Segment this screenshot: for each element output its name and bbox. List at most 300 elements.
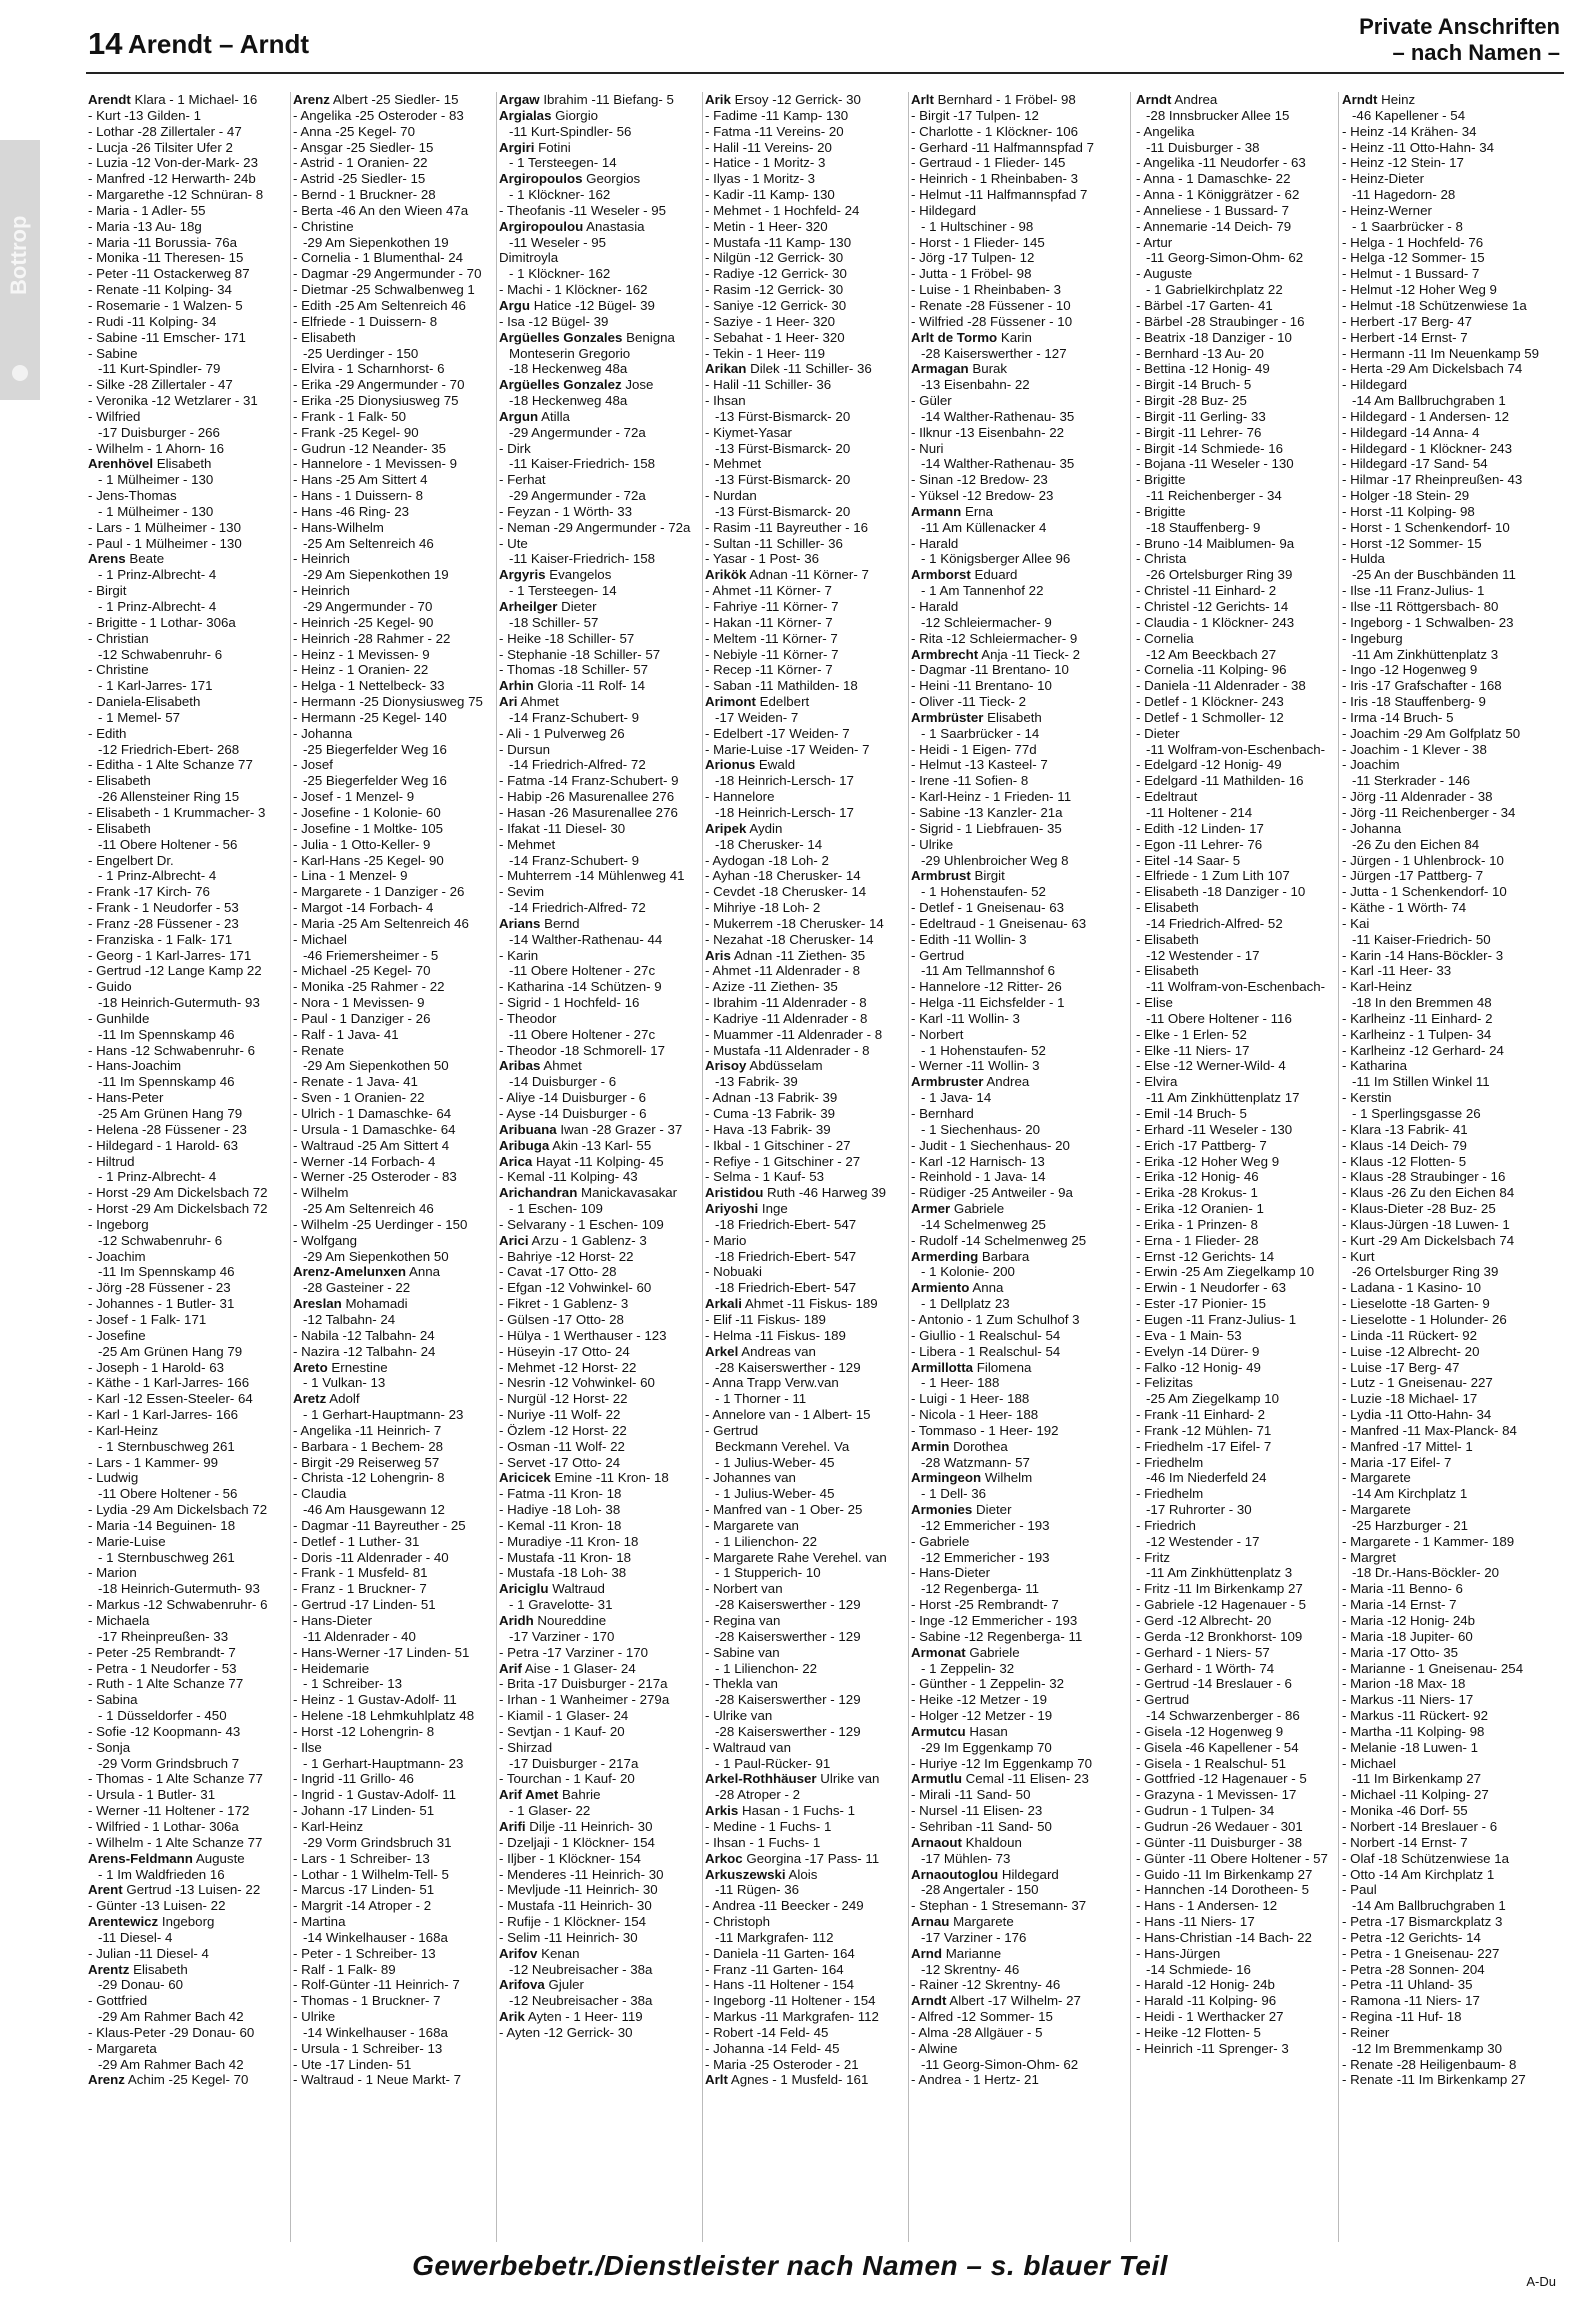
directory-entry: - Radiye -12 Gerrick- 30 — [705, 266, 847, 282]
page-title: Arendt – Arndt — [128, 29, 310, 59]
directory-entry: - Edeltraud - 1 Gneisenau- 63 — [911, 915, 1087, 931]
directory-entry — [911, 1074, 1111, 1090]
directory-entry: - Hildegard — [911, 202, 977, 218]
surname-heading: Argüelles Gonzales — [499, 329, 623, 345]
directory-entry: - Bärbel -28 Straubinger - 16 — [1136, 313, 1305, 329]
directory-column-7 — [1342, 92, 1542, 2242]
directory-entry: - Hermann -25 Kegel- 140 — [293, 709, 447, 725]
directory-entry — [705, 2072, 905, 2088]
directory-entry: - Tommaso - 1 Heer- 192 — [911, 1422, 1059, 1438]
surname-heading: Armutlu — [911, 1771, 962, 1787]
directory-entry: - Waltraud -25 Am Sittert 4 — [293, 1137, 450, 1153]
directory-entry: - Ilse — [293, 1739, 322, 1755]
directory-entry: -13 Fabrik- 39 — [715, 1074, 798, 1090]
directory-entry: - Renate — [293, 1042, 344, 1058]
directory-entry: - Joachim - 1 Klever - 38 — [1342, 741, 1487, 757]
directory-entry: -13 Fürst-Bismarck- 20 — [715, 440, 851, 456]
directory-entry: - Horst -11 Kolping- 98 — [1342, 503, 1475, 519]
directory-entry: - Karl-Heinz — [88, 1422, 159, 1438]
directory-entry — [499, 1058, 699, 1074]
directory-entry: -28 Kaiserswerther - 129 — [715, 1359, 861, 1375]
directory-entry: - Heidi - 1 Eigen- 77d — [911, 741, 1037, 757]
directory-entry: - Petra -28 Sonnen- 204 — [1342, 1961, 1485, 1977]
directory-entry: -14 Friedrich-Alfred- 52 — [1146, 915, 1283, 931]
entry-text: Iwan -28 Grazer - 37 — [556, 1121, 683, 1137]
directory-entry: - Fahriye -11 Körner- 7 — [705, 599, 839, 614]
directory-entry — [499, 1946, 699, 1962]
directory-entry: - Cornelia - 1 Blumenthal- 24 — [293, 250, 463, 266]
entry-text: Adolf — [326, 1391, 360, 1407]
directory-entry: - Reinhold - 1 Java- 14 — [911, 1169, 1046, 1185]
column-divider — [702, 92, 703, 2242]
directory-entry: - Johanna — [1342, 820, 1402, 836]
directory-entry — [293, 1264, 493, 1280]
directory-entry: -14 Winkelhauser - 168a — [303, 1929, 448, 1945]
surname-heading: Arkuszewski — [705, 1866, 786, 1882]
directory-entry: - Karin — [499, 947, 539, 963]
directory-entry: - Neman -29 Angermunder - 72a — [499, 519, 691, 535]
directory-entry: -29 Am Siepenkothen 50 — [303, 1058, 449, 1074]
directory-entry: - Wilfried — [88, 408, 141, 424]
entry-text: Ingeborg — [158, 1914, 215, 1930]
directory-entry: -25 Am Seltenreich 46 — [303, 1201, 434, 1217]
directory-entry: - Irhan - 1 Wanheimer - 279a — [499, 1692, 670, 1708]
surname-heading: Arentz — [88, 1961, 130, 1977]
directory-column-6 — [1136, 92, 1336, 2242]
directory-entry: -25 Am Grünen Hang 79 — [98, 1343, 243, 1359]
directory-entry: - Jutta - 1 Fröbel- 98 — [911, 266, 1032, 282]
directory-entry: -46 Im Niederfeld 24 — [1146, 1470, 1267, 1486]
directory-entry: - Anneliese - 1 Bussard- 7 — [1136, 202, 1289, 218]
directory-entry: - Georg - 1 Karl-Jarres- 171 — [88, 947, 252, 963]
directory-entry: -28 Atroper - 2 — [715, 1787, 800, 1803]
directory-entry: - Christel -12 Gerichts- 14 — [1136, 599, 1289, 614]
directory-entry: - Nobuaki — [705, 1264, 762, 1280]
directory-entry: - Gertraud - 1 Flieder- 145 — [911, 155, 1066, 171]
directory-entry: - Christoph — [705, 1914, 771, 1930]
directory-entry: - Brigitte — [1136, 472, 1186, 488]
page-range-label: A-Du — [1526, 2274, 1556, 2289]
directory-entry: -11 Kaiser-Friedrich- 158 — [509, 456, 656, 472]
directory-entry: - Mehmet — [499, 836, 556, 852]
directory-entry: -11 Kaiser-Friedrich- 158 — [509, 551, 656, 567]
directory-entry: - Ulrich - 1 Damaschke- 64 — [293, 1106, 452, 1121]
directory-entry — [499, 678, 699, 694]
surname-heading: Arici — [499, 1232, 529, 1248]
directory-entry: - Gertrud -12 Lange Kamp 22 — [88, 963, 262, 979]
surname-heading: Arenhövel — [88, 456, 154, 472]
directory-entry — [499, 1977, 699, 1993]
directory-entry: - Oliver -11 Tieck- 2 — [911, 694, 1027, 710]
directory-entry: - 1 Dellplatz 23 — [921, 1296, 1010, 1312]
directory-entry — [911, 1645, 1111, 1661]
directory-entry: - Muhterrem -14 Mühlenweg 41 — [499, 868, 685, 884]
directory-entry: -18 Heinrich-Lersch- 17 — [715, 773, 854, 789]
directory-entry: - Franziska - 1 Falk- 171 — [88, 931, 233, 947]
directory-entry: - Wilhelm - 1 Ahorn- 16 — [88, 440, 224, 456]
directory-entry: - Astrid - 1 Oranien- 22 — [293, 155, 428, 171]
directory-entry: - Johanna — [293, 725, 353, 741]
directory-entry: -11 Kurt-Spindler- 56 — [509, 123, 632, 139]
tab-marker-icon — [12, 365, 28, 381]
directory-entry: - 1 Lilienchon- 22 — [715, 1533, 818, 1549]
directory-entry: - Gerd -12 Albrecht- 20 — [1136, 1613, 1272, 1628]
page-number: 14 — [88, 26, 123, 61]
directory-entry: - Fritz -11 Im Birkenkamp 27 — [1136, 1581, 1303, 1597]
directory-entry: - Monika -11 Theresen- 15 — [88, 250, 244, 266]
directory-entry: - Huriye -12 Im Eggenkamp 70 — [911, 1755, 1093, 1771]
directory-entry: -14 Am Kirchplatz 1 — [1352, 1486, 1468, 1502]
directory-entry: - Helmut -18 Schützenwiese 1a — [1342, 297, 1527, 313]
directory-entry: - Markus -11 Markgrafen- 112 — [705, 2009, 879, 2025]
directory-entry: -29 Vorm Grindsbruch 31 — [303, 1834, 452, 1850]
directory-entry: -11 Holtener - 214 — [1146, 804, 1253, 820]
directory-entry: - Heinz -11 Otto-Hahn- 34 — [1342, 139, 1494, 155]
directory-entry: -28 Angertaler - 150 — [921, 1882, 1039, 1898]
directory-entry: - 1 Düsseldorfer - 450 — [98, 1708, 227, 1724]
directory-entry: - Paul — [1342, 1882, 1377, 1898]
directory-entry: - Martina — [293, 1914, 346, 1930]
directory-entry: - Eva - 1 Main- 53 — [1136, 1327, 1242, 1343]
directory-entry: -25 Biegerfelder Weg 16 — [303, 773, 447, 789]
directory-entry: - Günther - 1 Zeppelin- 32 — [911, 1676, 1064, 1692]
directory-entry: - Dagmar -11 Brentano- 10 — [911, 662, 1069, 678]
directory-entry: - Lieselotte - 1 Holunder- 26 — [1342, 1311, 1507, 1327]
directory-entry: - Hakan -11 Körner- 7 — [705, 614, 833, 630]
surname-heading: Arlt — [705, 2072, 728, 2088]
side-tab — [0, 140, 40, 400]
directory-column-4 — [705, 92, 905, 2242]
directory-entry: - Heike -12 Metzer - 19 — [911, 1692, 1047, 1708]
directory-entry — [499, 1661, 699, 1677]
directory-entry: - Lars - 1 Schreiber- 13 — [293, 1850, 430, 1866]
directory-entry: - Otto -14 Am Kirchplatz 1 — [1342, 1866, 1495, 1882]
directory-entry: - Ingeborg - 1 Schwalben- 23 — [1342, 614, 1514, 630]
directory-entry: - Karl -12 Essen-Steeler- 64 — [88, 1391, 253, 1407]
entry-text: Ahmet — [517, 694, 559, 710]
directory-entry: - Hasan -26 Masurenallee 276 — [499, 804, 678, 820]
surname-heading: Aretz — [293, 1391, 327, 1407]
directory-entry — [499, 1470, 699, 1486]
directory-entry — [705, 361, 905, 377]
directory-entry: - Stephan - 1 Stresemann- 37 — [911, 1898, 1087, 1914]
directory-entry: - Josefine - 1 Moltke- 105 — [293, 820, 444, 836]
directory-entry: - Kerstin — [1342, 1090, 1392, 1106]
entry-text: Adnan -11 Ziethen- 35 — [730, 947, 866, 963]
directory-entry: - 1 Paul-Rücker- 91 — [715, 1755, 831, 1771]
directory-entry: -12 Schwabenruhr- 6 — [98, 646, 223, 662]
directory-entry: - Christa -12 Lohengrin- 8 — [293, 1470, 445, 1486]
directory-entry: -11 Kaiser-Friedrich- 50 — [1352, 931, 1491, 947]
directory-entry: - Gottfried -12 Hagenauer - 5 — [1136, 1771, 1307, 1787]
directory-entry: - Kurt -13 Gilden- 1 — [88, 107, 202, 123]
directory-entry: - Friedrich — [1136, 1517, 1196, 1533]
directory-entry: - Sigrid - 1 Hochfeld- 16 — [499, 995, 640, 1011]
directory-entry — [911, 567, 1111, 583]
directory-entry: - Hildegard - 1 Klöckner- 243 — [1342, 440, 1512, 456]
directory-entry: - 1 Sperlingsgasse 26 — [1352, 1106, 1481, 1121]
surname-heading: Aribuana — [499, 1121, 557, 1137]
directory-entry: - Nabila -12 Talbahn- 24 — [293, 1327, 435, 1343]
directory-entry: - Osman -11 Wolf- 22 — [499, 1438, 625, 1454]
entry-text: Khaldoun — [961, 1834, 1022, 1850]
directory-entry: - Erna - 1 Flieder- 28 — [1136, 1232, 1259, 1248]
directory-entry: - Birgit -29 Reiserweg 57 — [293, 1454, 440, 1470]
directory-entry: -12 Emmericher - 193 — [921, 1549, 1050, 1565]
directory-entry: - Luigi - 1 Heer- 188 — [911, 1391, 1030, 1407]
directory-entry: - Erwin - 1 Neudorfer - 63 — [1136, 1280, 1287, 1296]
directory-entry — [499, 567, 699, 583]
directory-entry: - Heinrich - 1 Rheinbaben- 3 — [911, 171, 1079, 187]
surname-heading: Arkel — [705, 1343, 739, 1359]
directory-entry: - 1 Siechenhaus- 20 — [921, 1121, 1041, 1137]
directory-entry: - Elisabeth — [1136, 963, 1199, 979]
surname-heading: Aricicek — [499, 1470, 551, 1486]
directory-entry: - Hava -13 Fabrik- 39 — [705, 1121, 831, 1137]
page-header — [0, 0, 1580, 70]
directory-entry: - Karl -11 Heer- 33 — [1342, 963, 1452, 979]
entry-text: Ulrike van — [816, 1771, 880, 1787]
directory-entry: - Wolfgang — [293, 1232, 358, 1248]
directory-entry: - Franz -11 Garten- 164 — [705, 1961, 844, 1977]
directory-entry: - Josefine — [88, 1327, 146, 1343]
directory-entry: - Hannelore — [705, 789, 775, 805]
directory-entry: - Edith -12 Linden- 17 — [1136, 820, 1264, 836]
directory-entry: - 1 Glaser- 22 — [509, 1803, 591, 1819]
directory-entry: - Margarete — [1342, 1470, 1411, 1486]
directory-entry: -28 Kaiserswerther - 127 — [921, 345, 1067, 361]
surname-heading: Arndt — [1342, 92, 1378, 107]
entry-text: Hayat -11 Kolping- 45 — [532, 1153, 664, 1169]
directory-entry: - Aydogan -18 Loh- 2 — [705, 852, 829, 868]
entry-text: Barbara — [978, 1248, 1030, 1264]
surname-heading: Armagan — [911, 361, 969, 377]
directory-entry: - Marion -18 Max- 18 — [1342, 1676, 1466, 1692]
entry-text: Giorgio — [551, 107, 599, 123]
directory-entry: - Katharina — [1342, 1058, 1408, 1074]
directory-entry: - Lars - 1 Kammer- 99 — [88, 1454, 219, 1470]
directory-entry: - Michaela — [88, 1613, 150, 1628]
directory-entry — [911, 361, 1111, 377]
directory-entry: - Heinrich — [293, 551, 350, 567]
directory-entry: - Aliye -14 Duisburger - 6 — [499, 1090, 647, 1106]
surname-heading: Argiropoulos — [499, 171, 583, 187]
directory-entry: - Heinz-Dieter — [1342, 171, 1425, 187]
directory-entry: - Birgit -11 Lehrer- 76 — [1136, 424, 1262, 440]
directory-entry: - Christian — [88, 630, 149, 646]
entry-text: Ernestine — [327, 1359, 388, 1375]
directory-entry: - Klaus -26 Zu den Eichen 84 — [1342, 1185, 1515, 1201]
surname-heading: Armerding — [911, 1248, 979, 1264]
directory-entry: - 1 Tersteegen- 14 — [509, 155, 617, 171]
directory-entry: - Gertrud — [705, 1422, 759, 1438]
directory-entry: - Josef - 1 Falk- 171 — [88, 1311, 207, 1327]
directory-entry — [88, 456, 288, 472]
directory-entry: - Margrit -14 Atroper - 2 — [293, 1898, 432, 1914]
directory-entry: -14 Schwarzenberger - 86 — [1146, 1708, 1300, 1724]
directory-entry: - Werner -11 Wollin- 3 — [911, 1058, 1040, 1074]
directory-entry: - Thomas - 1 Alte Schanze 77 — [88, 1771, 263, 1787]
directory-entry: - Menderes -11 Heinrich- 30 — [499, 1866, 664, 1882]
directory-entry: - Tekin - 1 Heer- 119 — [705, 345, 825, 361]
directory-entry: - Erhard -11 Weseler - 130 — [1136, 1121, 1293, 1137]
directory-entry: - Fatma -11 Vereins- 20 — [705, 123, 844, 139]
directory-entry: - Friedhelm -17 Eifel- 7 — [1136, 1438, 1272, 1454]
directory-entry: - Petra -17 Bismarckplatz 3 — [1342, 1914, 1503, 1930]
surname-heading: Armiento — [911, 1280, 970, 1296]
directory-entry: -12 Friedrich-Ebert- 268 — [98, 741, 240, 757]
directory-entry: - Else -12 Werner-Wild- 4 — [1136, 1058, 1286, 1074]
directory-entry — [499, 694, 699, 710]
surname-heading: Arentewicz — [88, 1914, 159, 1930]
directory-entry: - Artur — [1136, 234, 1173, 250]
directory-entry: - Iljber - 1 Klöckner- 154 — [499, 1850, 641, 1866]
directory-entry: - Rasim -11 Bayreuther - 16 — [705, 519, 869, 535]
directory-entry: - Frank - 1 Falk- 50 — [293, 408, 407, 424]
surname-heading: Armillotta — [911, 1359, 974, 1375]
directory-entry: - Michael — [1342, 1755, 1396, 1771]
entry-text: Karin — [997, 329, 1032, 345]
column-divider — [290, 92, 291, 2242]
directory-entry: - Detlef - 1 Klöckner- 243 — [1136, 694, 1284, 710]
entry-text: Marianne — [942, 1945, 1002, 1961]
entry-text: Ayten - 1 Heer- 119 — [524, 2009, 643, 2025]
directory-entry: - Sebahat - 1 Heer- 320 — [705, 329, 845, 345]
directory-entry: - Grazyna - 1 Mevissen- 17 — [1136, 1787, 1297, 1803]
directory-entry: - Fritz — [1136, 1549, 1170, 1565]
directory-entry: - Hermann -11 Im Neuenkamp 59 — [1342, 345, 1540, 361]
directory-entry: - Herta -29 Am Dickelsbach 74 — [1342, 361, 1523, 377]
directory-entry: - Dzeljaji - 1 Klöckner- 154 — [499, 1834, 655, 1850]
entry-text: Cemal -11 Elisen- 23 — [961, 1771, 1089, 1787]
directory-entry: - Lina - 1 Menzel- 9 — [293, 868, 408, 884]
directory-entry: - Felizitas — [1136, 1375, 1193, 1391]
directory-entry — [911, 647, 1111, 663]
directory-entry: - Elke - 1 Erlen- 52 — [1136, 1026, 1247, 1042]
directory-entry: - Petra - 1 Gneisenau- 227 — [1342, 1945, 1500, 1961]
directory-entry: - Joachim — [88, 1248, 146, 1264]
directory-entry: - Melanie -18 Luwen- 1 — [1342, 1739, 1478, 1755]
directory-entry: -11 Weseler - 95 — [509, 234, 607, 250]
directory-entry: - Tourchan - 1 Kauf- 20 — [499, 1771, 635, 1787]
directory-entry: - Jürgen -17 Pattberg- 7 — [1342, 868, 1484, 884]
directory-entry — [293, 1360, 493, 1376]
directory-entry — [499, 1613, 699, 1629]
directory-entry: - Hildegard -17 Sand- 54 — [1342, 456, 1488, 472]
directory-entry: - Waltraud van — [705, 1739, 791, 1755]
directory-entry: -12 Neubreisacher - 38a — [509, 1961, 653, 1977]
directory-entry: - Bernhard — [911, 1106, 974, 1121]
surname-heading: Arikök — [705, 567, 747, 583]
directory-entry: - Thomas -18 Schiller- 57 — [499, 662, 649, 678]
directory-entry: - 1 Zeppelin- 32 — [921, 1660, 1015, 1676]
directory-entry: - Holger -18 Stein- 29 — [1342, 488, 1470, 504]
directory-entry: - Friedhelm — [1136, 1454, 1204, 1470]
directory-entry: -12 Im Bremmenkamp 30 — [1352, 2040, 1503, 2056]
directory-entry: - Editha - 1 Alte Schanze 77 — [88, 757, 253, 773]
directory-entry: -11 Aldenrader - 40 — [303, 1628, 416, 1644]
directory-entry — [499, 171, 699, 187]
directory-entry: -17 Varziner - 176 — [921, 1929, 1027, 1945]
directory-entry: -14 Am Ballbruchgraben 1 — [1352, 393, 1506, 409]
directory-entry: - Horst - 1 Flieder- 145 — [911, 234, 1045, 250]
directory-entry: - Gertrud — [911, 947, 965, 963]
directory-entry: -25 Uerdinger - 150 — [303, 345, 419, 361]
directory-entry: - Sinan -12 Bredow- 23 — [911, 472, 1048, 488]
directory-entry: - Ralf - 1 Java- 41 — [293, 1026, 399, 1042]
directory-entry: - Horst -29 Am Dickelsbach 72 — [88, 1185, 268, 1201]
directory-entry — [1342, 92, 1542, 108]
directory-entry: - Ilknur -13 Eisenbahn- 22 — [911, 424, 1064, 440]
directory-entry: - Margarete - 1 Kammer- 189 — [1342, 1533, 1515, 1549]
directory-entry: - Maria -11 Borussia- 76a — [88, 234, 238, 250]
directory-entry: - Norbert — [911, 1026, 964, 1042]
directory-entry: - Güler — [911, 393, 952, 409]
directory-entry — [911, 1867, 1111, 1883]
directory-entry: - Margarete Rahe Verehel. van — [705, 1549, 887, 1565]
directory-entry: - Christa — [1136, 551, 1187, 567]
directory-entry: - Paul - 1 Mülheimer - 130 — [88, 535, 242, 551]
entry-text: Aydin — [746, 820, 783, 836]
directory-entry: - Karl -11 Wollin- 3 — [911, 1010, 1020, 1026]
directory-entry: - Birgit — [88, 583, 127, 599]
directory-entry: - Hans-Joachim — [88, 1058, 182, 1074]
directory-entry — [911, 1993, 1111, 2009]
directory-entry: - Rainer -12 Skrentny- 46 — [911, 1977, 1061, 1993]
directory-entry: - Frank -11 Einhard- 2 — [1136, 1407, 1266, 1423]
directory-entry: - Ilse -11 Röttgersbach- 80 — [1342, 599, 1499, 614]
directory-entry: - Kadriye -11 Aldenrader - 8 — [705, 1010, 868, 1026]
directory-entry: -12 Westender - 17 — [1146, 947, 1260, 963]
entry-text: Fotini — [534, 139, 571, 155]
directory-entry: - Renate -11 Im Birkenkamp 27 — [1342, 2072, 1526, 2088]
directory-entry — [705, 821, 905, 837]
directory-entry: - Elfriede - 1 Duissern- 8 — [293, 313, 438, 329]
directory-entry: - Markus -11 Rückert- 92 — [1342, 1708, 1489, 1724]
directory-entry: - Karlheinz -12 Gerhard- 24 — [1342, 1042, 1504, 1058]
directory-entry: - 1 Hultschiner - 98 — [921, 218, 1034, 234]
surname-heading: Ari — [499, 694, 518, 710]
directory-entry: -13 Fürst-Bismarck- 20 — [715, 408, 851, 424]
surname-heading: Arisoy — [705, 1058, 747, 1074]
directory-entry: -46 Am Hausgewann 12 — [303, 1502, 445, 1518]
directory-entry: - 1 Julius-Weber- 45 — [715, 1486, 835, 1502]
directory-entry: - Michael — [293, 931, 347, 947]
directory-entry: -11 Obere Holtener - 56 — [98, 836, 238, 852]
directory-entry: - Claudia — [293, 1486, 347, 1502]
directory-entry: - Ingrid -11 Grillo- 46 — [293, 1771, 414, 1787]
directory-entry: - Olaf -18 Schützenwiese 1a — [1342, 1850, 1510, 1866]
column-divider — [1338, 92, 1339, 2242]
directory-entry: - Jürgen - 1 Uhlenbrock- 10 — [1342, 852, 1504, 868]
directory-entry — [911, 1280, 1111, 1296]
directory-entry: -28 Innsbrucker Allee 15 — [1146, 107, 1290, 123]
directory-entry — [499, 377, 699, 393]
directory-entry: - Gabriele -12 Hagenauer - 5 — [1136, 1597, 1306, 1613]
directory-entry: -14 Winkelhauser - 168a — [303, 2024, 448, 2040]
directory-entry: -18 Friedrich-Ebert- 547 — [715, 1216, 857, 1232]
directory-entry: - Johannes van — [705, 1470, 796, 1486]
entry-text: Adnan -11 Körner- 7 — [746, 567, 869, 583]
directory-entry: - 1 Prinz-Albrecht- 4 — [98, 868, 217, 884]
directory-entry: - Azize -11 Ziethen- 35 — [705, 979, 838, 995]
directory-entry: - Ulrike — [911, 836, 954, 852]
directory-columns — [88, 92, 1560, 2242]
directory-entry: - Ralf - 1 Falk- 89 — [293, 1961, 396, 1977]
directory-entry: - Meltem -11 Körner- 7 — [705, 630, 838, 646]
directory-entry: - Beatrix -18 Danziger - 10 — [1136, 329, 1292, 345]
directory-entry: - Erika -25 Dionysiusweg 75 — [293, 393, 459, 409]
